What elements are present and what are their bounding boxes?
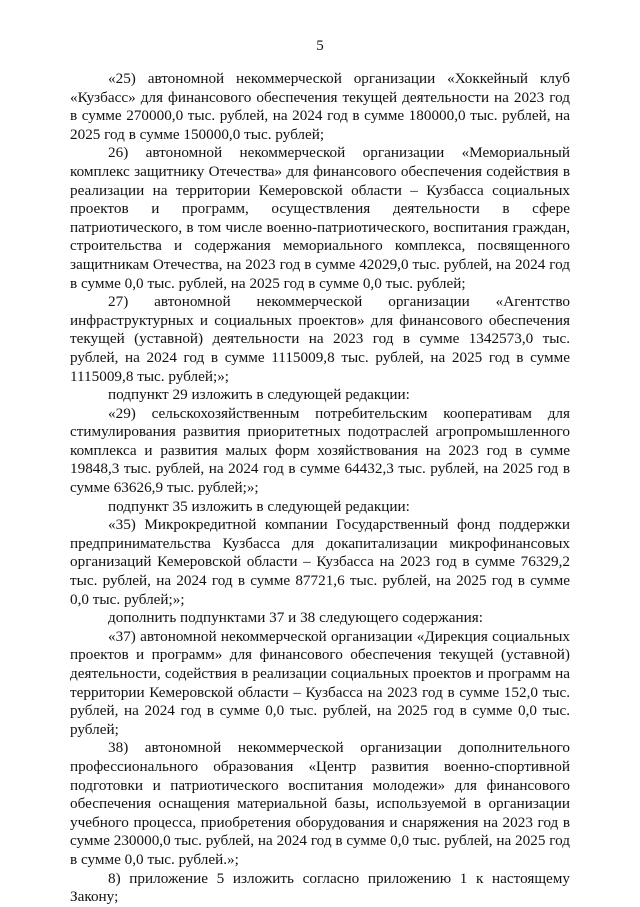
paragraph-item-8-appendix: 8) приложение 5 изложить согласно приложению 1 к настоящему Закону; xyxy=(70,869,570,906)
paragraph-item-27: 27) автономной некоммерческой организации «Агентство инфраструктурных и социальных проектов» для финансового обеспечения текущей (уставной) деятельности на 2023 год в сумме 1342573,0 тыс. рублей, на 2024 год в сумме 1115009,8 тыс. рублей, на 2025 год в сумме 1115009,8 тыс. рублей;»; xyxy=(70,293,570,385)
paragraph-item-29: «29) сельскохозяйственным потребительским кооперативам для стимулирования развития приоритетных подотраслей агропромышленного комплекса и развития малых форм хозяйствования на 2023 год в сумме 19848,3 тыс. рублей, на 2024 год в сумме 64432,3 тыс. рублей, на 2025 год в сумме 63626,9 тыс. рублей;»; xyxy=(70,404,570,497)
paragraph-instruction-29: подпункт 29 изложить в следующей редакции: xyxy=(108,386,410,404)
paragraph-item-26: 26) автономной некоммерческой организации «Мемориальный комплекс защитнику Отечества» для финансового обеспечения содействия в реализации на территории Кемеровской области – Кузбасса социальных проектов и программ, осуществления деятельности в сфере патриотического, в том числе военно-патриотического, воспитания граждан, строительства и содержания мемориального комплекса, посвященного защитникам Отечества, на 2023 год в сумме 42029,0 тыс. рублей, на 2024 год в сумме 0,0 тыс. рублей, на 2025 год в сумме 0,0 тыс. рублей; xyxy=(70,144,570,292)
paragraph-instruction-37-38: дополнить подпунктами 37 и 38 следующего содержания: xyxy=(108,609,483,627)
paragraph-item-25: «25) автономной некоммерческой организации «Хоккейный клуб «Кузбасс» для финансового обеспечения текущей деятельности на 2023 год в сумме 270000,0 тыс. рублей, на 2024 год в сумме 180000,0 тыс. рублей, на 2025 год в сумме 150000,0 тыс. рублей; xyxy=(70,70,570,143)
paragraph-item-37: «37) автономной некоммерческой организации «Дирекция социальных проектов и программ» для финансового обеспечения текущей (уставной) деятельности, содействия в реализации социальных проектов и программ на территории Кемеровской области – Кузбасса на 2023 год в сумме 152,0 тыс. рублей, на 2024 год в сумме 0,0 тыс. рублей, на 2025 год в сумме 0,0 тыс. рублей; xyxy=(70,627,570,738)
paragraph-instruction-35: подпункт 35 изложить в следующей редакции: xyxy=(108,497,410,515)
paragraph-item-38: 38) автономной некоммерческой организации дополнительного профессионального образования «Центр развития военно-спортивной подготовки и патриотического воспитания молодежи» для финансового обеспечения оснащения материальной базы, используемой в организации учебного процесса, приобретения оборудования и снаряжения на 2023 год в сумме 230000,0 тыс. рублей, на 2024 год в сумме 0,0 тыс. рублей, на 2025 год в сумме 0,0 тыс. рублей.»; xyxy=(70,739,570,868)
paragraph-item-35: «35) Микрокредитной компании Государственный фонд поддержки предпринимательства Кузбасса для докапитализации микрофинансовых организаций Кемеровской области – Кузбасса на 2023 год в сумме 76329,2 тыс. рублей, на 2024 год в сумме 87721,6 тыс. рублей, на 2025 год в сумме 0,0 тыс. рублей;»; xyxy=(70,516,570,608)
document-body xyxy=(70,70,570,907)
page-number: 5 xyxy=(316,38,324,54)
